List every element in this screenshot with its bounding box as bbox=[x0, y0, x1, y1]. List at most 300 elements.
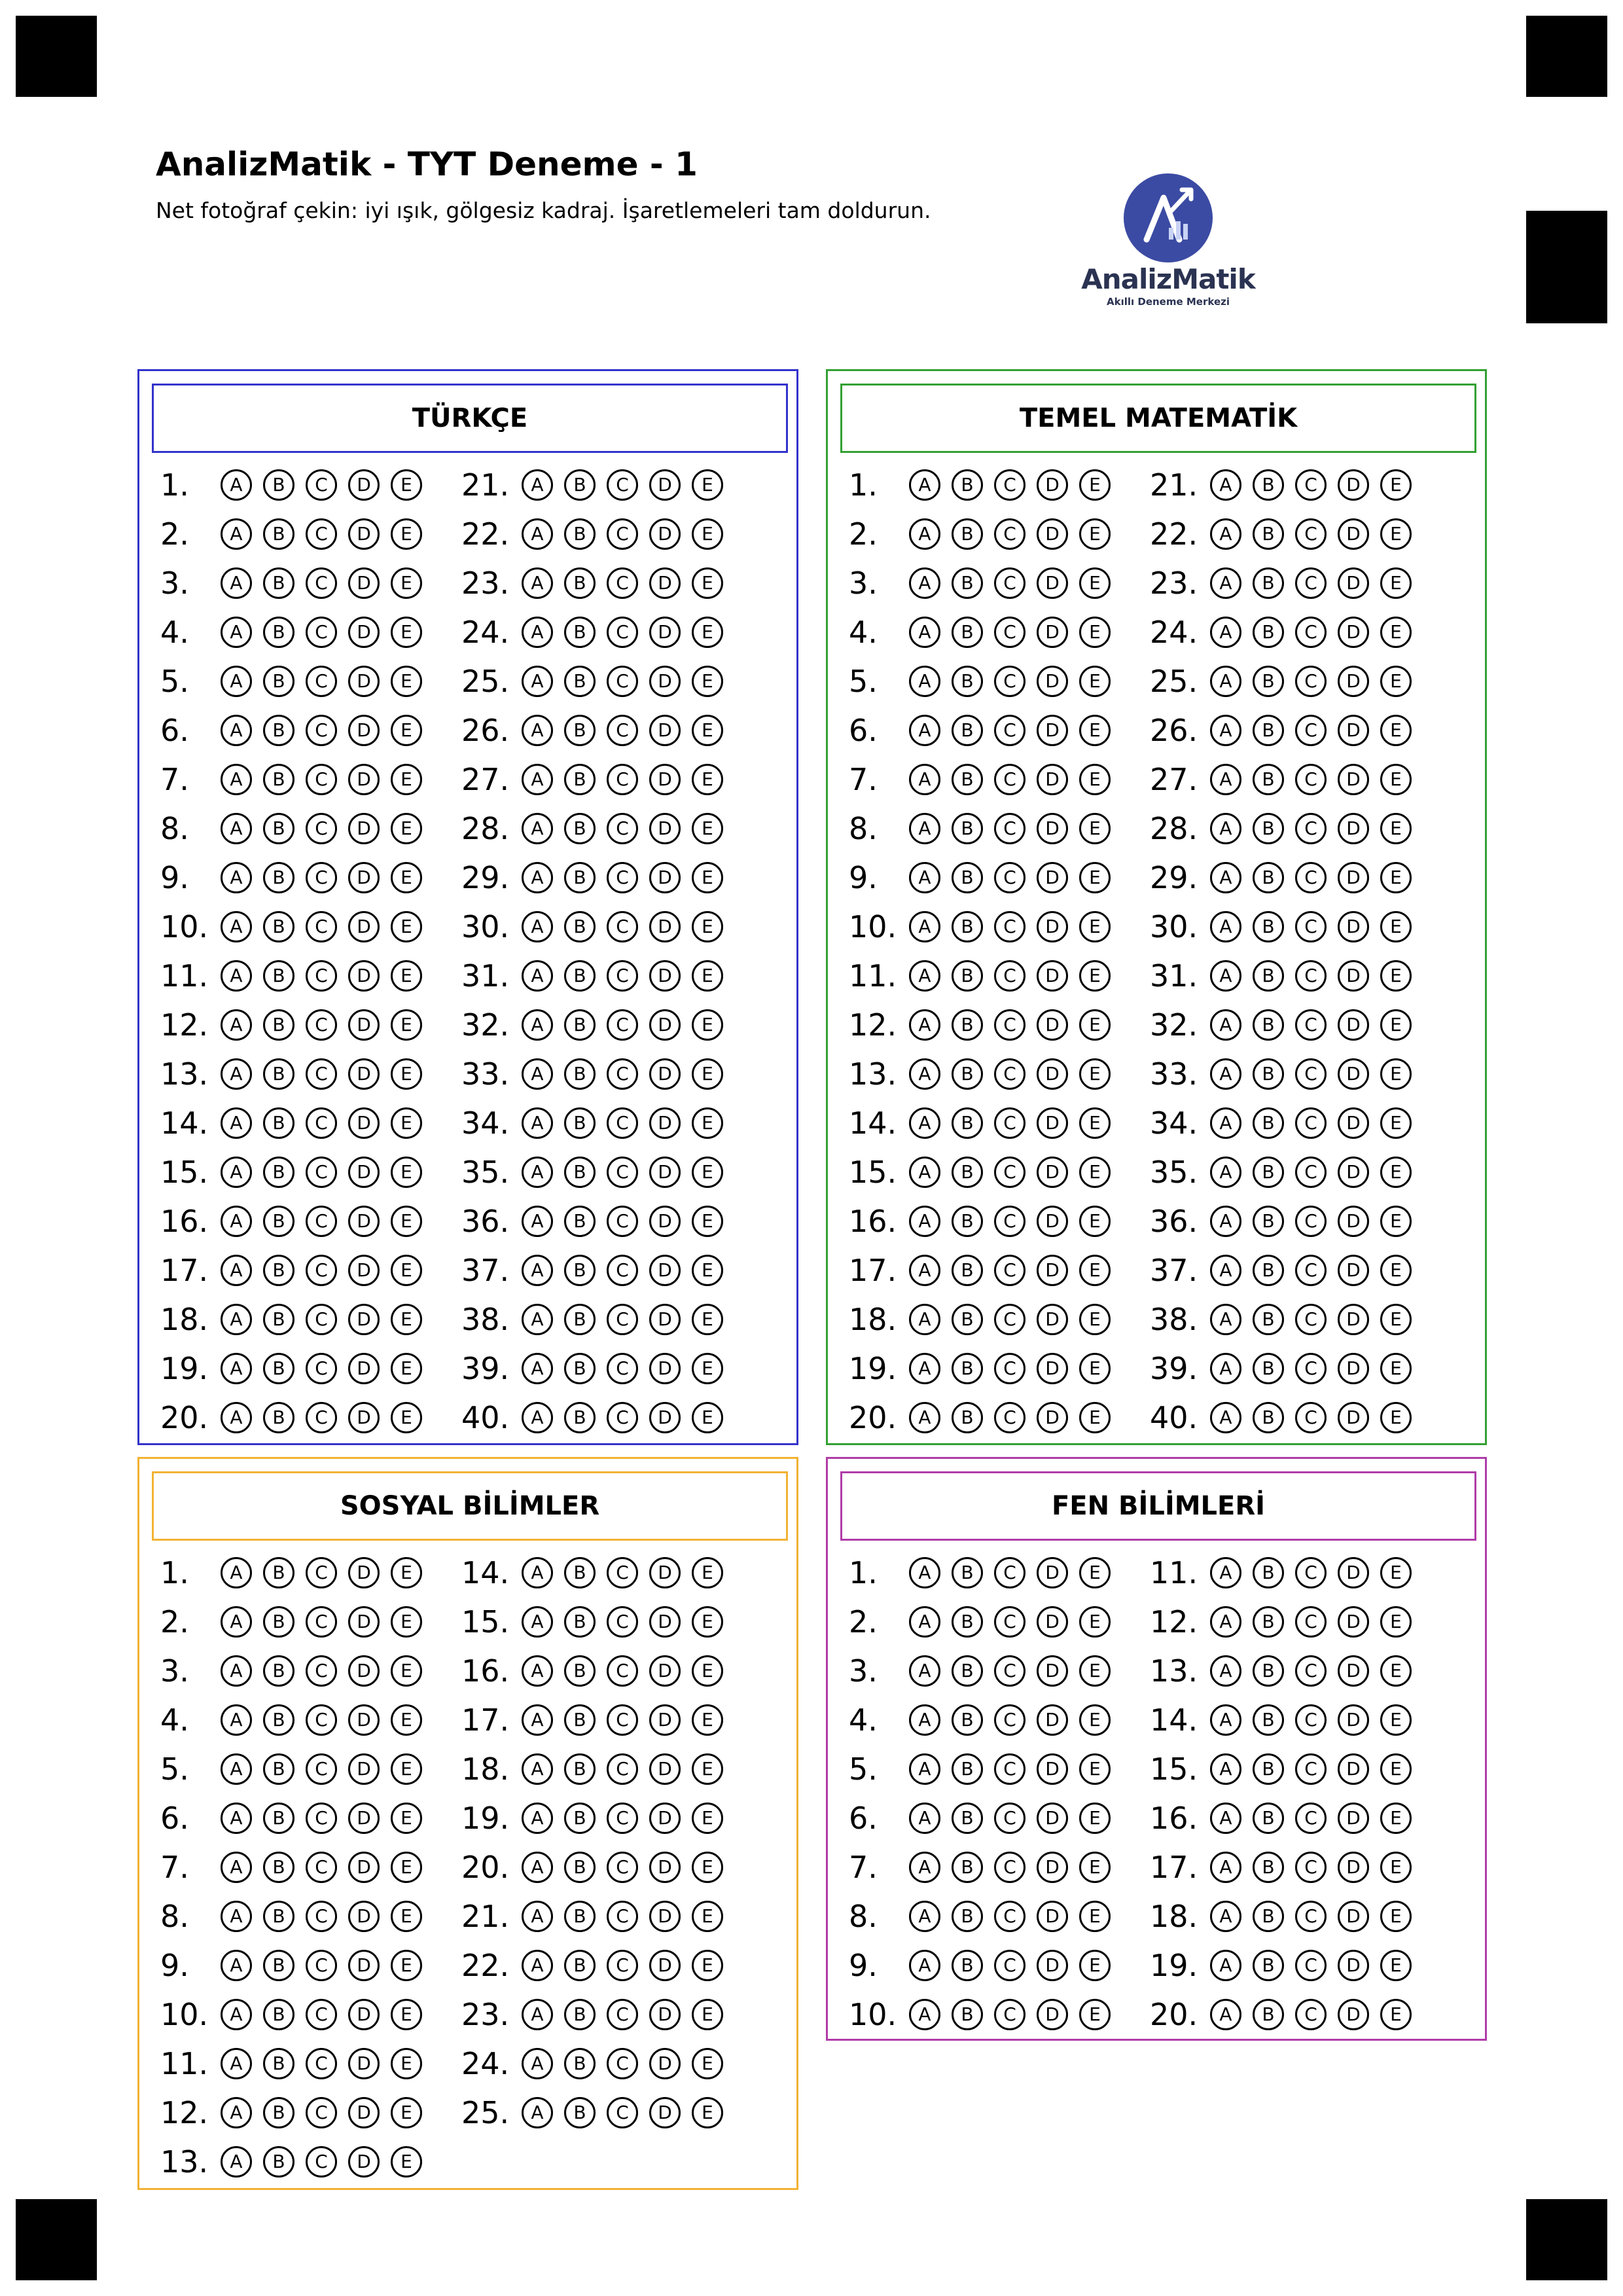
answer-bubble-c[interactable]: C bbox=[994, 1157, 1026, 1188]
answer-bubble-c[interactable]: C bbox=[607, 518, 638, 550]
answer-bubble-b[interactable]: B bbox=[1253, 1803, 1284, 1834]
answer-bubble-b[interactable]: B bbox=[263, 1803, 294, 1834]
answer-bubble-b[interactable]: B bbox=[564, 1901, 596, 1932]
answer-bubble-d[interactable]: D bbox=[348, 1704, 380, 1736]
answer-bubble-b[interactable]: B bbox=[1253, 1402, 1284, 1433]
answer-bubble-a[interactable]: A bbox=[522, 1704, 553, 1736]
answer-bubble-c[interactable]: C bbox=[306, 617, 337, 648]
answer-bubble-a[interactable]: A bbox=[522, 2048, 553, 2079]
answer-bubble-a[interactable]: A bbox=[522, 1999, 553, 2030]
answer-bubble-d[interactable]: D bbox=[348, 567, 380, 599]
answer-bubble-e[interactable]: E bbox=[692, 1009, 723, 1041]
answer-bubble-e[interactable]: E bbox=[1079, 1655, 1111, 1687]
answer-bubble-d[interactable]: D bbox=[348, 1557, 380, 1588]
answer-bubble-e[interactable]: E bbox=[692, 1353, 723, 1384]
answer-bubble-a[interactable]: A bbox=[1210, 469, 1241, 501]
answer-bubble-b[interactable]: B bbox=[263, 1704, 294, 1736]
answer-bubble-b[interactable]: B bbox=[952, 1606, 983, 1638]
answer-bubble-c[interactable]: C bbox=[1295, 518, 1327, 550]
answer-bubble-e[interactable]: E bbox=[1380, 518, 1412, 550]
answer-bubble-c[interactable]: C bbox=[994, 1704, 1026, 1736]
answer-bubble-c[interactable]: C bbox=[306, 1557, 337, 1588]
answer-bubble-b[interactable]: B bbox=[952, 666, 983, 697]
answer-bubble-c[interactable]: C bbox=[1295, 567, 1327, 599]
answer-bubble-a[interactable]: A bbox=[221, 1107, 252, 1139]
answer-bubble-d[interactable]: D bbox=[1037, 911, 1068, 942]
answer-bubble-d[interactable]: D bbox=[1037, 1950, 1068, 1981]
answer-bubble-d[interactable]: D bbox=[348, 1009, 380, 1041]
answer-bubble-a[interactable]: A bbox=[1210, 1950, 1241, 1981]
answer-bubble-e[interactable]: E bbox=[692, 1157, 723, 1188]
answer-bubble-e[interactable]: E bbox=[1380, 1753, 1412, 1785]
answer-bubble-d[interactable]: D bbox=[649, 567, 681, 599]
answer-bubble-b[interactable]: B bbox=[952, 1107, 983, 1139]
answer-bubble-e[interactable]: E bbox=[1079, 518, 1111, 550]
answer-bubble-d[interactable]: D bbox=[649, 1157, 681, 1188]
answer-bubble-a[interactable]: A bbox=[1210, 1901, 1241, 1932]
answer-bubble-a[interactable]: A bbox=[221, 1606, 252, 1638]
answer-bubble-c[interactable]: C bbox=[607, 715, 638, 746]
answer-bubble-c[interactable]: C bbox=[607, 1255, 638, 1286]
answer-bubble-e[interactable]: E bbox=[692, 813, 723, 844]
answer-bubble-a[interactable]: A bbox=[221, 1753, 252, 1785]
answer-bubble-a[interactable]: A bbox=[1210, 1107, 1241, 1139]
answer-bubble-b[interactable]: B bbox=[1253, 567, 1284, 599]
answer-bubble-c[interactable]: C bbox=[994, 1009, 1026, 1041]
answer-bubble-e[interactable]: E bbox=[1380, 666, 1412, 697]
answer-bubble-a[interactable]: A bbox=[522, 1606, 553, 1638]
answer-bubble-e[interactable]: E bbox=[391, 715, 422, 746]
answer-bubble-b[interactable]: B bbox=[263, 1157, 294, 1188]
answer-bubble-e[interactable]: E bbox=[1079, 1058, 1111, 1090]
answer-bubble-b[interactable]: B bbox=[1253, 1606, 1284, 1638]
answer-bubble-b[interactable]: B bbox=[1253, 960, 1284, 992]
answer-bubble-a[interactable]: A bbox=[909, 1606, 940, 1638]
answer-bubble-b[interactable]: B bbox=[263, 2146, 294, 2178]
answer-bubble-c[interactable]: C bbox=[994, 1655, 1026, 1687]
answer-bubble-a[interactable]: A bbox=[221, 1157, 252, 1188]
answer-bubble-b[interactable]: B bbox=[263, 1009, 294, 1041]
answer-bubble-b[interactable]: B bbox=[263, 567, 294, 599]
answer-bubble-e[interactable]: E bbox=[1079, 617, 1111, 648]
answer-bubble-c[interactable]: C bbox=[306, 764, 337, 795]
answer-bubble-b[interactable]: B bbox=[1253, 469, 1284, 501]
answer-bubble-d[interactable]: D bbox=[1037, 862, 1068, 893]
answer-bubble-c[interactable]: C bbox=[994, 567, 1026, 599]
answer-bubble-e[interactable]: E bbox=[692, 1852, 723, 1883]
answer-bubble-c[interactable]: C bbox=[607, 1304, 638, 1335]
answer-bubble-c[interactable]: C bbox=[1295, 764, 1327, 795]
answer-bubble-b[interactable]: B bbox=[564, 715, 596, 746]
answer-bubble-d[interactable]: D bbox=[649, 1901, 681, 1932]
answer-bubble-c[interactable]: C bbox=[306, 1009, 337, 1041]
answer-bubble-c[interactable]: C bbox=[994, 1353, 1026, 1384]
answer-bubble-d[interactable]: D bbox=[1037, 1255, 1068, 1286]
answer-bubble-b[interactable]: B bbox=[564, 2097, 596, 2128]
answer-bubble-c[interactable]: C bbox=[1295, 1655, 1327, 1687]
answer-bubble-c[interactable]: C bbox=[994, 1901, 1026, 1932]
answer-bubble-d[interactable]: D bbox=[649, 1009, 681, 1041]
answer-bubble-a[interactable]: A bbox=[522, 1655, 553, 1687]
answer-bubble-a[interactable]: A bbox=[221, 1655, 252, 1687]
answer-bubble-a[interactable]: A bbox=[1210, 813, 1241, 844]
answer-bubble-c[interactable]: C bbox=[607, 1606, 638, 1638]
answer-bubble-b[interactable]: B bbox=[952, 1058, 983, 1090]
answer-bubble-d[interactable]: D bbox=[1037, 764, 1068, 795]
answer-bubble-e[interactable]: E bbox=[692, 1753, 723, 1785]
answer-bubble-d[interactable]: D bbox=[1037, 960, 1068, 992]
answer-bubble-a[interactable]: A bbox=[909, 1206, 940, 1237]
answer-bubble-b[interactable]: B bbox=[564, 518, 596, 550]
answer-bubble-c[interactable]: C bbox=[607, 617, 638, 648]
answer-bubble-e[interactable]: E bbox=[391, 1950, 422, 1981]
answer-bubble-e[interactable]: E bbox=[1079, 764, 1111, 795]
answer-bubble-d[interactable]: D bbox=[1338, 862, 1369, 893]
answer-bubble-d[interactable]: D bbox=[1037, 1655, 1068, 1687]
answer-bubble-b[interactable]: B bbox=[564, 617, 596, 648]
answer-bubble-b[interactable]: B bbox=[1253, 1901, 1284, 1932]
answer-bubble-c[interactable]: C bbox=[607, 1402, 638, 1433]
answer-bubble-e[interactable]: E bbox=[391, 2097, 422, 2128]
answer-bubble-d[interactable]: D bbox=[348, 1058, 380, 1090]
answer-bubble-b[interactable]: B bbox=[952, 567, 983, 599]
answer-bubble-d[interactable]: D bbox=[348, 1950, 380, 1981]
answer-bubble-b[interactable]: B bbox=[1253, 1058, 1284, 1090]
answer-bubble-d[interactable]: D bbox=[348, 1803, 380, 1834]
answer-bubble-b[interactable]: B bbox=[952, 1950, 983, 1981]
answer-bubble-b[interactable]: B bbox=[263, 1255, 294, 1286]
answer-bubble-a[interactable]: A bbox=[522, 1852, 553, 1883]
answer-bubble-c[interactable]: C bbox=[1295, 469, 1327, 501]
answer-bubble-b[interactable]: B bbox=[952, 1402, 983, 1433]
answer-bubble-b[interactable]: B bbox=[1253, 1999, 1284, 2030]
answer-bubble-e[interactable]: E bbox=[391, 1206, 422, 1237]
answer-bubble-e[interactable]: E bbox=[391, 1753, 422, 1785]
answer-bubble-b[interactable]: B bbox=[952, 1255, 983, 1286]
answer-bubble-d[interactable]: D bbox=[649, 1852, 681, 1883]
answer-bubble-a[interactable]: A bbox=[909, 1009, 940, 1041]
answer-bubble-b[interactable]: B bbox=[564, 1206, 596, 1237]
answer-bubble-e[interactable]: E bbox=[1380, 764, 1412, 795]
answer-bubble-d[interactable]: D bbox=[649, 469, 681, 501]
answer-bubble-e[interactable]: E bbox=[1380, 567, 1412, 599]
answer-bubble-e[interactable]: E bbox=[1380, 617, 1412, 648]
answer-bubble-b[interactable]: B bbox=[263, 2097, 294, 2128]
answer-bubble-c[interactable]: C bbox=[607, 1852, 638, 1883]
answer-bubble-e[interactable]: E bbox=[1079, 1950, 1111, 1981]
answer-bubble-a[interactable]: A bbox=[221, 1901, 252, 1932]
answer-bubble-c[interactable]: C bbox=[306, 1107, 337, 1139]
answer-bubble-c[interactable]: C bbox=[607, 1901, 638, 1932]
answer-bubble-c[interactable]: C bbox=[1295, 1058, 1327, 1090]
answer-bubble-b[interactable]: B bbox=[952, 862, 983, 893]
answer-bubble-e[interactable]: E bbox=[1079, 1999, 1111, 2030]
answer-bubble-a[interactable]: A bbox=[1210, 1704, 1241, 1736]
answer-bubble-c[interactable]: C bbox=[306, 567, 337, 599]
answer-bubble-e[interactable]: E bbox=[1380, 1803, 1412, 1834]
answer-bubble-c[interactable]: C bbox=[994, 1557, 1026, 1588]
answer-bubble-c[interactable]: C bbox=[306, 1704, 337, 1736]
answer-bubble-a[interactable]: A bbox=[1210, 1353, 1241, 1384]
answer-bubble-c[interactable]: C bbox=[994, 1999, 1026, 2030]
answer-bubble-a[interactable]: A bbox=[909, 1901, 940, 1932]
answer-bubble-b[interactable]: B bbox=[1253, 1206, 1284, 1237]
answer-bubble-c[interactable]: C bbox=[306, 1304, 337, 1335]
answer-bubble-d[interactable]: D bbox=[1037, 1304, 1068, 1335]
answer-bubble-d[interactable]: D bbox=[649, 1950, 681, 1981]
answer-bubble-d[interactable]: D bbox=[348, 2097, 380, 2128]
answer-bubble-d[interactable]: D bbox=[1037, 1058, 1068, 1090]
answer-bubble-a[interactable]: A bbox=[1210, 1206, 1241, 1237]
answer-bubble-d[interactable]: D bbox=[1338, 1255, 1369, 1286]
answer-bubble-c[interactable]: C bbox=[1295, 911, 1327, 942]
answer-bubble-b[interactable]: B bbox=[564, 1655, 596, 1687]
answer-bubble-d[interactable]: D bbox=[1338, 911, 1369, 942]
answer-bubble-e[interactable]: E bbox=[391, 469, 422, 501]
answer-bubble-a[interactable]: A bbox=[1210, 1009, 1241, 1041]
answer-bubble-c[interactable]: C bbox=[994, 1206, 1026, 1237]
answer-bubble-e[interactable]: E bbox=[1380, 1402, 1412, 1433]
answer-bubble-a[interactable]: A bbox=[522, 1353, 553, 1384]
answer-bubble-c[interactable]: C bbox=[306, 1950, 337, 1981]
answer-bubble-a[interactable]: A bbox=[522, 960, 553, 992]
answer-bubble-e[interactable]: E bbox=[692, 715, 723, 746]
answer-bubble-b[interactable]: B bbox=[952, 1753, 983, 1785]
answer-bubble-e[interactable]: E bbox=[391, 2048, 422, 2079]
answer-bubble-c[interactable]: C bbox=[1295, 1353, 1327, 1384]
answer-bubble-b[interactable]: B bbox=[952, 1009, 983, 1041]
answer-bubble-e[interactable]: E bbox=[1380, 1606, 1412, 1638]
answer-bubble-d[interactable]: D bbox=[1037, 1999, 1068, 2030]
answer-bubble-b[interactable]: B bbox=[263, 1655, 294, 1687]
answer-bubble-b[interactable]: B bbox=[952, 911, 983, 942]
answer-bubble-b[interactable]: B bbox=[564, 911, 596, 942]
answer-bubble-b[interactable]: B bbox=[564, 1803, 596, 1834]
answer-bubble-c[interactable]: C bbox=[1295, 1753, 1327, 1785]
answer-bubble-b[interactable]: B bbox=[564, 1704, 596, 1736]
answer-bubble-d[interactable]: D bbox=[649, 1704, 681, 1736]
answer-bubble-d[interactable]: D bbox=[348, 715, 380, 746]
answer-bubble-d[interactable]: D bbox=[1037, 567, 1068, 599]
answer-bubble-e[interactable]: E bbox=[391, 911, 422, 942]
answer-bubble-d[interactable]: D bbox=[1037, 1852, 1068, 1883]
answer-bubble-e[interactable]: E bbox=[1079, 1803, 1111, 1834]
answer-bubble-e[interactable]: E bbox=[1079, 1753, 1111, 1785]
answer-bubble-d[interactable]: D bbox=[1037, 1704, 1068, 1736]
answer-bubble-c[interactable]: C bbox=[994, 1402, 1026, 1433]
answer-bubble-c[interactable]: C bbox=[994, 960, 1026, 992]
answer-bubble-b[interactable]: B bbox=[263, 1606, 294, 1638]
answer-bubble-c[interactable]: C bbox=[994, 1107, 1026, 1139]
answer-bubble-e[interactable]: E bbox=[692, 1950, 723, 1981]
answer-bubble-b[interactable]: B bbox=[564, 862, 596, 893]
answer-bubble-e[interactable]: E bbox=[391, 1999, 422, 2030]
answer-bubble-d[interactable]: D bbox=[1037, 1606, 1068, 1638]
answer-bubble-d[interactable]: D bbox=[1338, 715, 1369, 746]
answer-bubble-a[interactable]: A bbox=[1210, 1655, 1241, 1687]
answer-bubble-b[interactable]: B bbox=[564, 1157, 596, 1188]
answer-bubble-a[interactable]: A bbox=[909, 1950, 940, 1981]
answer-bubble-a[interactable]: A bbox=[522, 1304, 553, 1335]
answer-bubble-d[interactable]: D bbox=[348, 1402, 380, 1433]
answer-bubble-c[interactable]: C bbox=[994, 666, 1026, 697]
answer-bubble-a[interactable]: A bbox=[221, 1402, 252, 1433]
answer-bubble-e[interactable]: E bbox=[1380, 1304, 1412, 1335]
answer-bubble-d[interactable]: D bbox=[348, 813, 380, 844]
answer-bubble-b[interactable]: B bbox=[952, 617, 983, 648]
answer-bubble-c[interactable]: C bbox=[306, 1058, 337, 1090]
answer-bubble-c[interactable]: C bbox=[306, 862, 337, 893]
answer-bubble-e[interactable]: E bbox=[692, 1704, 723, 1736]
answer-bubble-a[interactable]: A bbox=[221, 1704, 252, 1736]
answer-bubble-c[interactable]: C bbox=[306, 911, 337, 942]
answer-bubble-d[interactable]: D bbox=[1338, 1852, 1369, 1883]
answer-bubble-d[interactable]: D bbox=[1037, 1206, 1068, 1237]
answer-bubble-a[interactable]: A bbox=[909, 1353, 940, 1384]
answer-bubble-e[interactable]: E bbox=[1380, 1009, 1412, 1041]
answer-bubble-a[interactable]: A bbox=[221, 911, 252, 942]
answer-bubble-e[interactable]: E bbox=[391, 1606, 422, 1638]
answer-bubble-d[interactable]: D bbox=[1338, 1704, 1369, 1736]
answer-bubble-c[interactable]: C bbox=[607, 666, 638, 697]
answer-bubble-c[interactable]: C bbox=[306, 2097, 337, 2128]
answer-bubble-d[interactable]: D bbox=[1338, 1353, 1369, 1384]
answer-bubble-e[interactable]: E bbox=[1380, 960, 1412, 992]
answer-bubble-b[interactable]: B bbox=[263, 862, 294, 893]
answer-bubble-e[interactable]: E bbox=[391, 960, 422, 992]
answer-bubble-c[interactable]: C bbox=[607, 2048, 638, 2079]
answer-bubble-c[interactable]: C bbox=[607, 1753, 638, 1785]
answer-bubble-a[interactable]: A bbox=[909, 960, 940, 992]
answer-bubble-c[interactable]: C bbox=[306, 1402, 337, 1433]
answer-bubble-d[interactable]: D bbox=[1338, 469, 1369, 501]
answer-bubble-b[interactable]: B bbox=[952, 813, 983, 844]
answer-bubble-d[interactable]: D bbox=[1338, 1753, 1369, 1785]
answer-bubble-b[interactable]: B bbox=[1253, 862, 1284, 893]
answer-bubble-a[interactable]: A bbox=[221, 862, 252, 893]
answer-bubble-d[interactable]: D bbox=[348, 666, 380, 697]
answer-bubble-b[interactable]: B bbox=[1253, 1950, 1284, 1981]
answer-bubble-b[interactable]: B bbox=[952, 1803, 983, 1834]
answer-bubble-e[interactable]: E bbox=[1380, 1058, 1412, 1090]
answer-bubble-d[interactable]: D bbox=[1338, 567, 1369, 599]
answer-bubble-c[interactable]: C bbox=[994, 617, 1026, 648]
answer-bubble-c[interactable]: C bbox=[306, 2146, 337, 2178]
answer-bubble-d[interactable]: D bbox=[1037, 518, 1068, 550]
answer-bubble-c[interactable]: C bbox=[607, 469, 638, 501]
answer-bubble-a[interactable]: A bbox=[1210, 862, 1241, 893]
answer-bubble-b[interactable]: B bbox=[564, 2048, 596, 2079]
answer-bubble-e[interactable]: E bbox=[1079, 1353, 1111, 1384]
answer-bubble-e[interactable]: E bbox=[1380, 1107, 1412, 1139]
answer-bubble-e[interactable]: E bbox=[391, 1901, 422, 1932]
answer-bubble-b[interactable]: B bbox=[263, 518, 294, 550]
answer-bubble-e[interactable]: E bbox=[391, 1157, 422, 1188]
answer-bubble-d[interactable]: D bbox=[649, 764, 681, 795]
answer-bubble-e[interactable]: E bbox=[692, 960, 723, 992]
answer-bubble-b[interactable]: B bbox=[1253, 1852, 1284, 1883]
answer-bubble-a[interactable]: A bbox=[522, 1206, 553, 1237]
answer-bubble-c[interactable]: C bbox=[994, 1606, 1026, 1638]
answer-bubble-a[interactable]: A bbox=[522, 862, 553, 893]
answer-bubble-a[interactable]: A bbox=[909, 1852, 940, 1883]
answer-bubble-c[interactable]: C bbox=[607, 1058, 638, 1090]
answer-bubble-b[interactable]: B bbox=[564, 1606, 596, 1638]
answer-bubble-d[interactable]: D bbox=[649, 1557, 681, 1588]
answer-bubble-b[interactable]: B bbox=[952, 1901, 983, 1932]
answer-bubble-a[interactable]: A bbox=[909, 1107, 940, 1139]
answer-bubble-a[interactable]: A bbox=[221, 2048, 252, 2079]
answer-bubble-e[interactable]: E bbox=[1380, 1852, 1412, 1883]
answer-bubble-d[interactable]: D bbox=[1037, 1901, 1068, 1932]
answer-bubble-b[interactable]: B bbox=[564, 1255, 596, 1286]
answer-bubble-e[interactable]: E bbox=[692, 862, 723, 893]
answer-bubble-b[interactable]: B bbox=[952, 1655, 983, 1687]
answer-bubble-d[interactable]: D bbox=[1037, 666, 1068, 697]
answer-bubble-d[interactable]: D bbox=[348, 1852, 380, 1883]
answer-bubble-d[interactable]: D bbox=[649, 1353, 681, 1384]
answer-bubble-b[interactable]: B bbox=[263, 1058, 294, 1090]
answer-bubble-e[interactable]: E bbox=[391, 1255, 422, 1286]
answer-bubble-c[interactable]: C bbox=[1295, 1803, 1327, 1834]
answer-bubble-d[interactable]: D bbox=[1037, 1557, 1068, 1588]
answer-bubble-e[interactable]: E bbox=[1380, 862, 1412, 893]
answer-bubble-e[interactable]: E bbox=[391, 1704, 422, 1736]
answer-bubble-c[interactable]: C bbox=[607, 567, 638, 599]
answer-bubble-d[interactable]: D bbox=[348, 911, 380, 942]
answer-bubble-b[interactable]: B bbox=[263, 715, 294, 746]
answer-bubble-e[interactable]: E bbox=[1380, 1704, 1412, 1736]
answer-bubble-c[interactable]: C bbox=[306, 1206, 337, 1237]
answer-bubble-c[interactable]: C bbox=[1295, 617, 1327, 648]
answer-bubble-d[interactable]: D bbox=[649, 1107, 681, 1139]
answer-bubble-a[interactable]: A bbox=[221, 1803, 252, 1834]
answer-bubble-a[interactable]: A bbox=[221, 518, 252, 550]
answer-bubble-a[interactable]: A bbox=[1210, 764, 1241, 795]
answer-bubble-e[interactable]: E bbox=[1380, 1557, 1412, 1588]
answer-bubble-a[interactable]: A bbox=[909, 1402, 940, 1433]
answer-bubble-d[interactable]: D bbox=[1037, 617, 1068, 648]
answer-bubble-b[interactable]: B bbox=[263, 764, 294, 795]
answer-bubble-e[interactable]: E bbox=[692, 1901, 723, 1932]
answer-bubble-c[interactable]: C bbox=[1295, 1402, 1327, 1433]
answer-bubble-c[interactable]: C bbox=[306, 1753, 337, 1785]
answer-bubble-b[interactable]: B bbox=[564, 1753, 596, 1785]
answer-bubble-c[interactable]: C bbox=[306, 1852, 337, 1883]
answer-bubble-b[interactable]: B bbox=[1253, 1557, 1284, 1588]
answer-bubble-a[interactable]: A bbox=[221, 1304, 252, 1335]
answer-bubble-a[interactable]: A bbox=[522, 666, 553, 697]
answer-bubble-e[interactable]: E bbox=[391, 1655, 422, 1687]
answer-bubble-a[interactable]: A bbox=[909, 1999, 940, 2030]
answer-bubble-b[interactable]: B bbox=[1253, 1009, 1284, 1041]
answer-bubble-b[interactable]: B bbox=[263, 666, 294, 697]
answer-bubble-a[interactable]: A bbox=[909, 911, 940, 942]
answer-bubble-d[interactable]: D bbox=[649, 715, 681, 746]
answer-bubble-d[interactable]: D bbox=[348, 1753, 380, 1785]
answer-bubble-d[interactable]: D bbox=[1037, 813, 1068, 844]
answer-bubble-a[interactable]: A bbox=[522, 1950, 553, 1981]
answer-bubble-b[interactable]: B bbox=[952, 518, 983, 550]
answer-bubble-a[interactable]: A bbox=[522, 1107, 553, 1139]
answer-bubble-b[interactable]: B bbox=[263, 1999, 294, 2030]
answer-bubble-d[interactable]: D bbox=[348, 1353, 380, 1384]
answer-bubble-e[interactable]: E bbox=[1380, 469, 1412, 501]
answer-bubble-b[interactable]: B bbox=[1253, 1353, 1284, 1384]
answer-bubble-d[interactable]: D bbox=[1338, 518, 1369, 550]
answer-bubble-c[interactable]: C bbox=[1295, 1852, 1327, 1883]
answer-bubble-c[interactable]: C bbox=[607, 1157, 638, 1188]
